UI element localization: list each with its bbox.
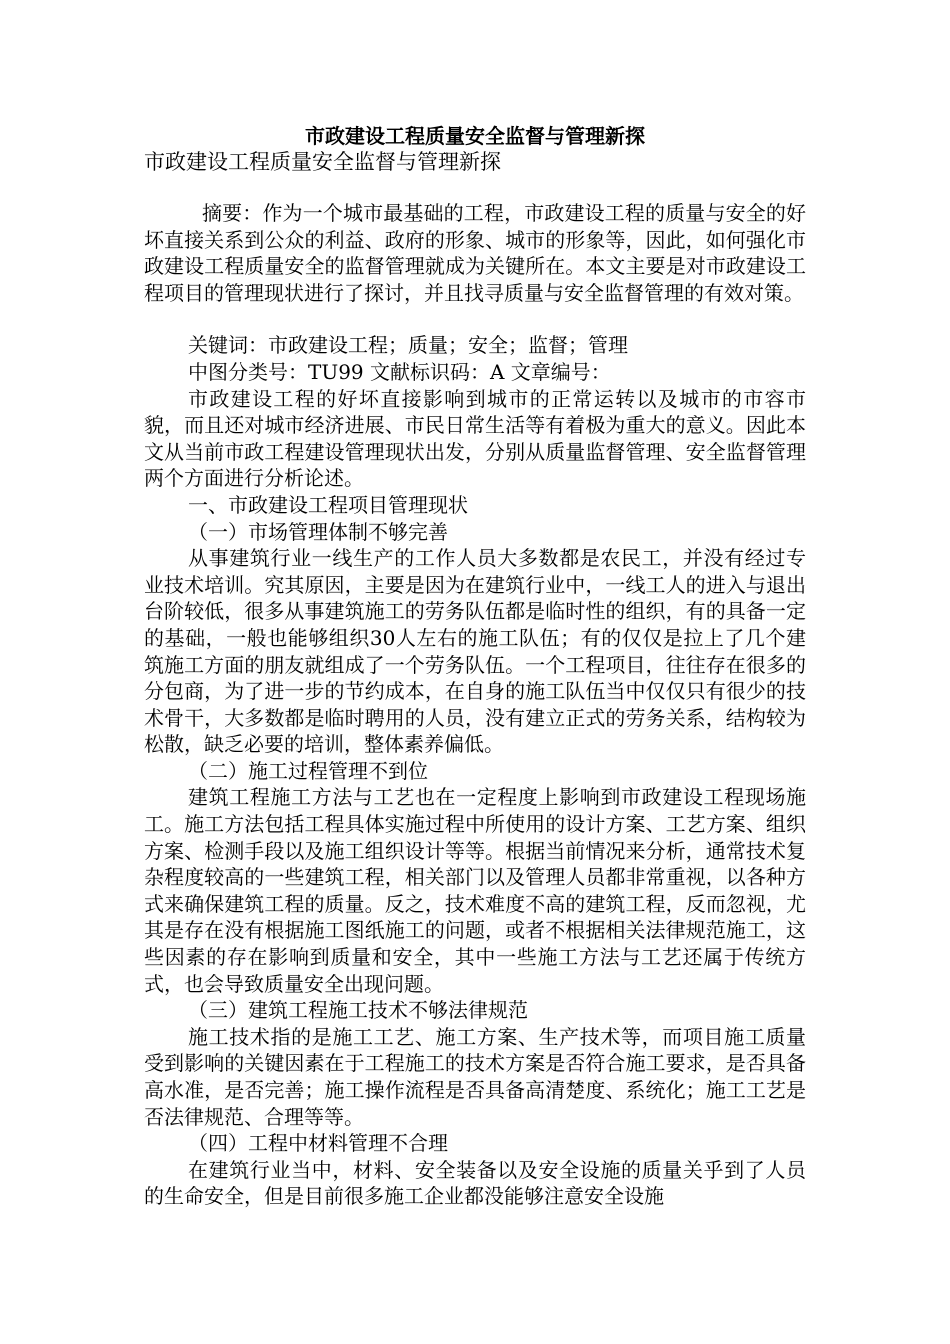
document-subtitle: 市政建设工程质量安全监督与管理新探	[144, 150, 501, 174]
subsection-heading-4: （四）工程中材料管理不合理	[188, 1131, 448, 1156]
subsection-paragraph-2: 建筑工程施工方法与工艺也在一定程度上影响到市政建设工程现场施工。施工方法包括工程具体实施过程中所使用的设计方案、工艺方案、组织方案、检测手段以及施工组织设计等等。根据当前情况来分析，通常技术复杂程度较高的一些建筑工程，相关部门以及管理人员都非常重视，以各种方式来确保建筑工程的质量。反之，技术难度不高的建筑工程，反而忽视，尤其是存在没有根据施工图纸施工的问题，或者不根据相关法律规范施工，这些因素的存在影响到质量和安全，其中一些施工方法与工艺还属于传统方式，也会导致质量安全出现问题。	[144, 785, 806, 996]
classification-line: 中图分类号：TU99 文献标识码：A 文章编号：	[188, 359, 611, 384]
abstract-paragraph: 摘要：作为一个城市最基础的工程，市政建设工程的质量与安全的好坏直接关系到公众的利益、政府的形象、城市的形象等，因此，如何强化市政建设工程质量安全的监督管理就成为关键所在。本文主要是对市政建设工程项目的管理现状进行了探讨，并且找寻质量与安全监督管理的有效对策。	[144, 201, 806, 305]
intro-paragraph: 市政建设工程的好坏直接影响到城市的正常运转以及城市的市容市貌，而且还对城市经济进展、市民日常生活等有着极为重大的意义。因此本文从当前市政工程建设管理现状出发，分别从质量监督管理、安全监督管理两个方面进行分析论述。	[144, 386, 806, 491]
subsection-heading-3: （三）建筑工程施工技术不够法律规范	[188, 998, 528, 1023]
subsection-paragraph-1: 从事建筑行业一线生产的工作人员大多数都是农民工，并没有经过专业技术培训。究其原因，主要是因为在建筑行业中，一线工人的进入与退出台阶较低，很多从事建筑施工的劳务队伍都是临时性的组织，有的具备一定的基础，一般也能够组织30人左右的施工队伍；有的仅仅是拉上了几个建筑施工方面的朋友就组成了一个劳务队伍。一个工程项目，往往存在很多的分包商，为了进一步的节约成本，在自身的施工队伍当中仅仅只有很少的技术骨干，大多数都是临时聘用的人员，没有建立正式的劳务关系，结构较为松散，缺乏必要的培训，整体素养偏低。	[144, 546, 806, 757]
subsection-heading-2: （二）施工过程管理不到位	[188, 758, 428, 783]
section-heading-1: 一、市政建设工程项目管理现状	[188, 492, 468, 517]
subsection-paragraph-4: 在建筑行业当中，材料、安全装备以及安全设施的质量关乎到了人员的生命安全，但是目前很多施工企业都没能够注意安全设施	[144, 1157, 806, 1209]
document-title: 市政建设工程质量安全监督与管理新探	[305, 124, 645, 148]
subsection-heading-1: （一）市场管理体制不够完善	[188, 519, 448, 544]
keywords-line: 关键词：市政建设工程；质量；安全；监督；管理	[188, 333, 628, 358]
spacer	[144, 306, 806, 332]
subsection-paragraph-3: 施工技术指的是施工工艺、施工方案、生产技术等，而项目施工质量受到影响的关键因素在于工程施工的技术方案是否符合施工要求，是否具备高水准，是否完善；施工操作流程是否具备高清楚度、系统化；施工工艺是否法律规范、合理等等。	[144, 1024, 806, 1129]
document-body	[144, 200, 806, 1210]
